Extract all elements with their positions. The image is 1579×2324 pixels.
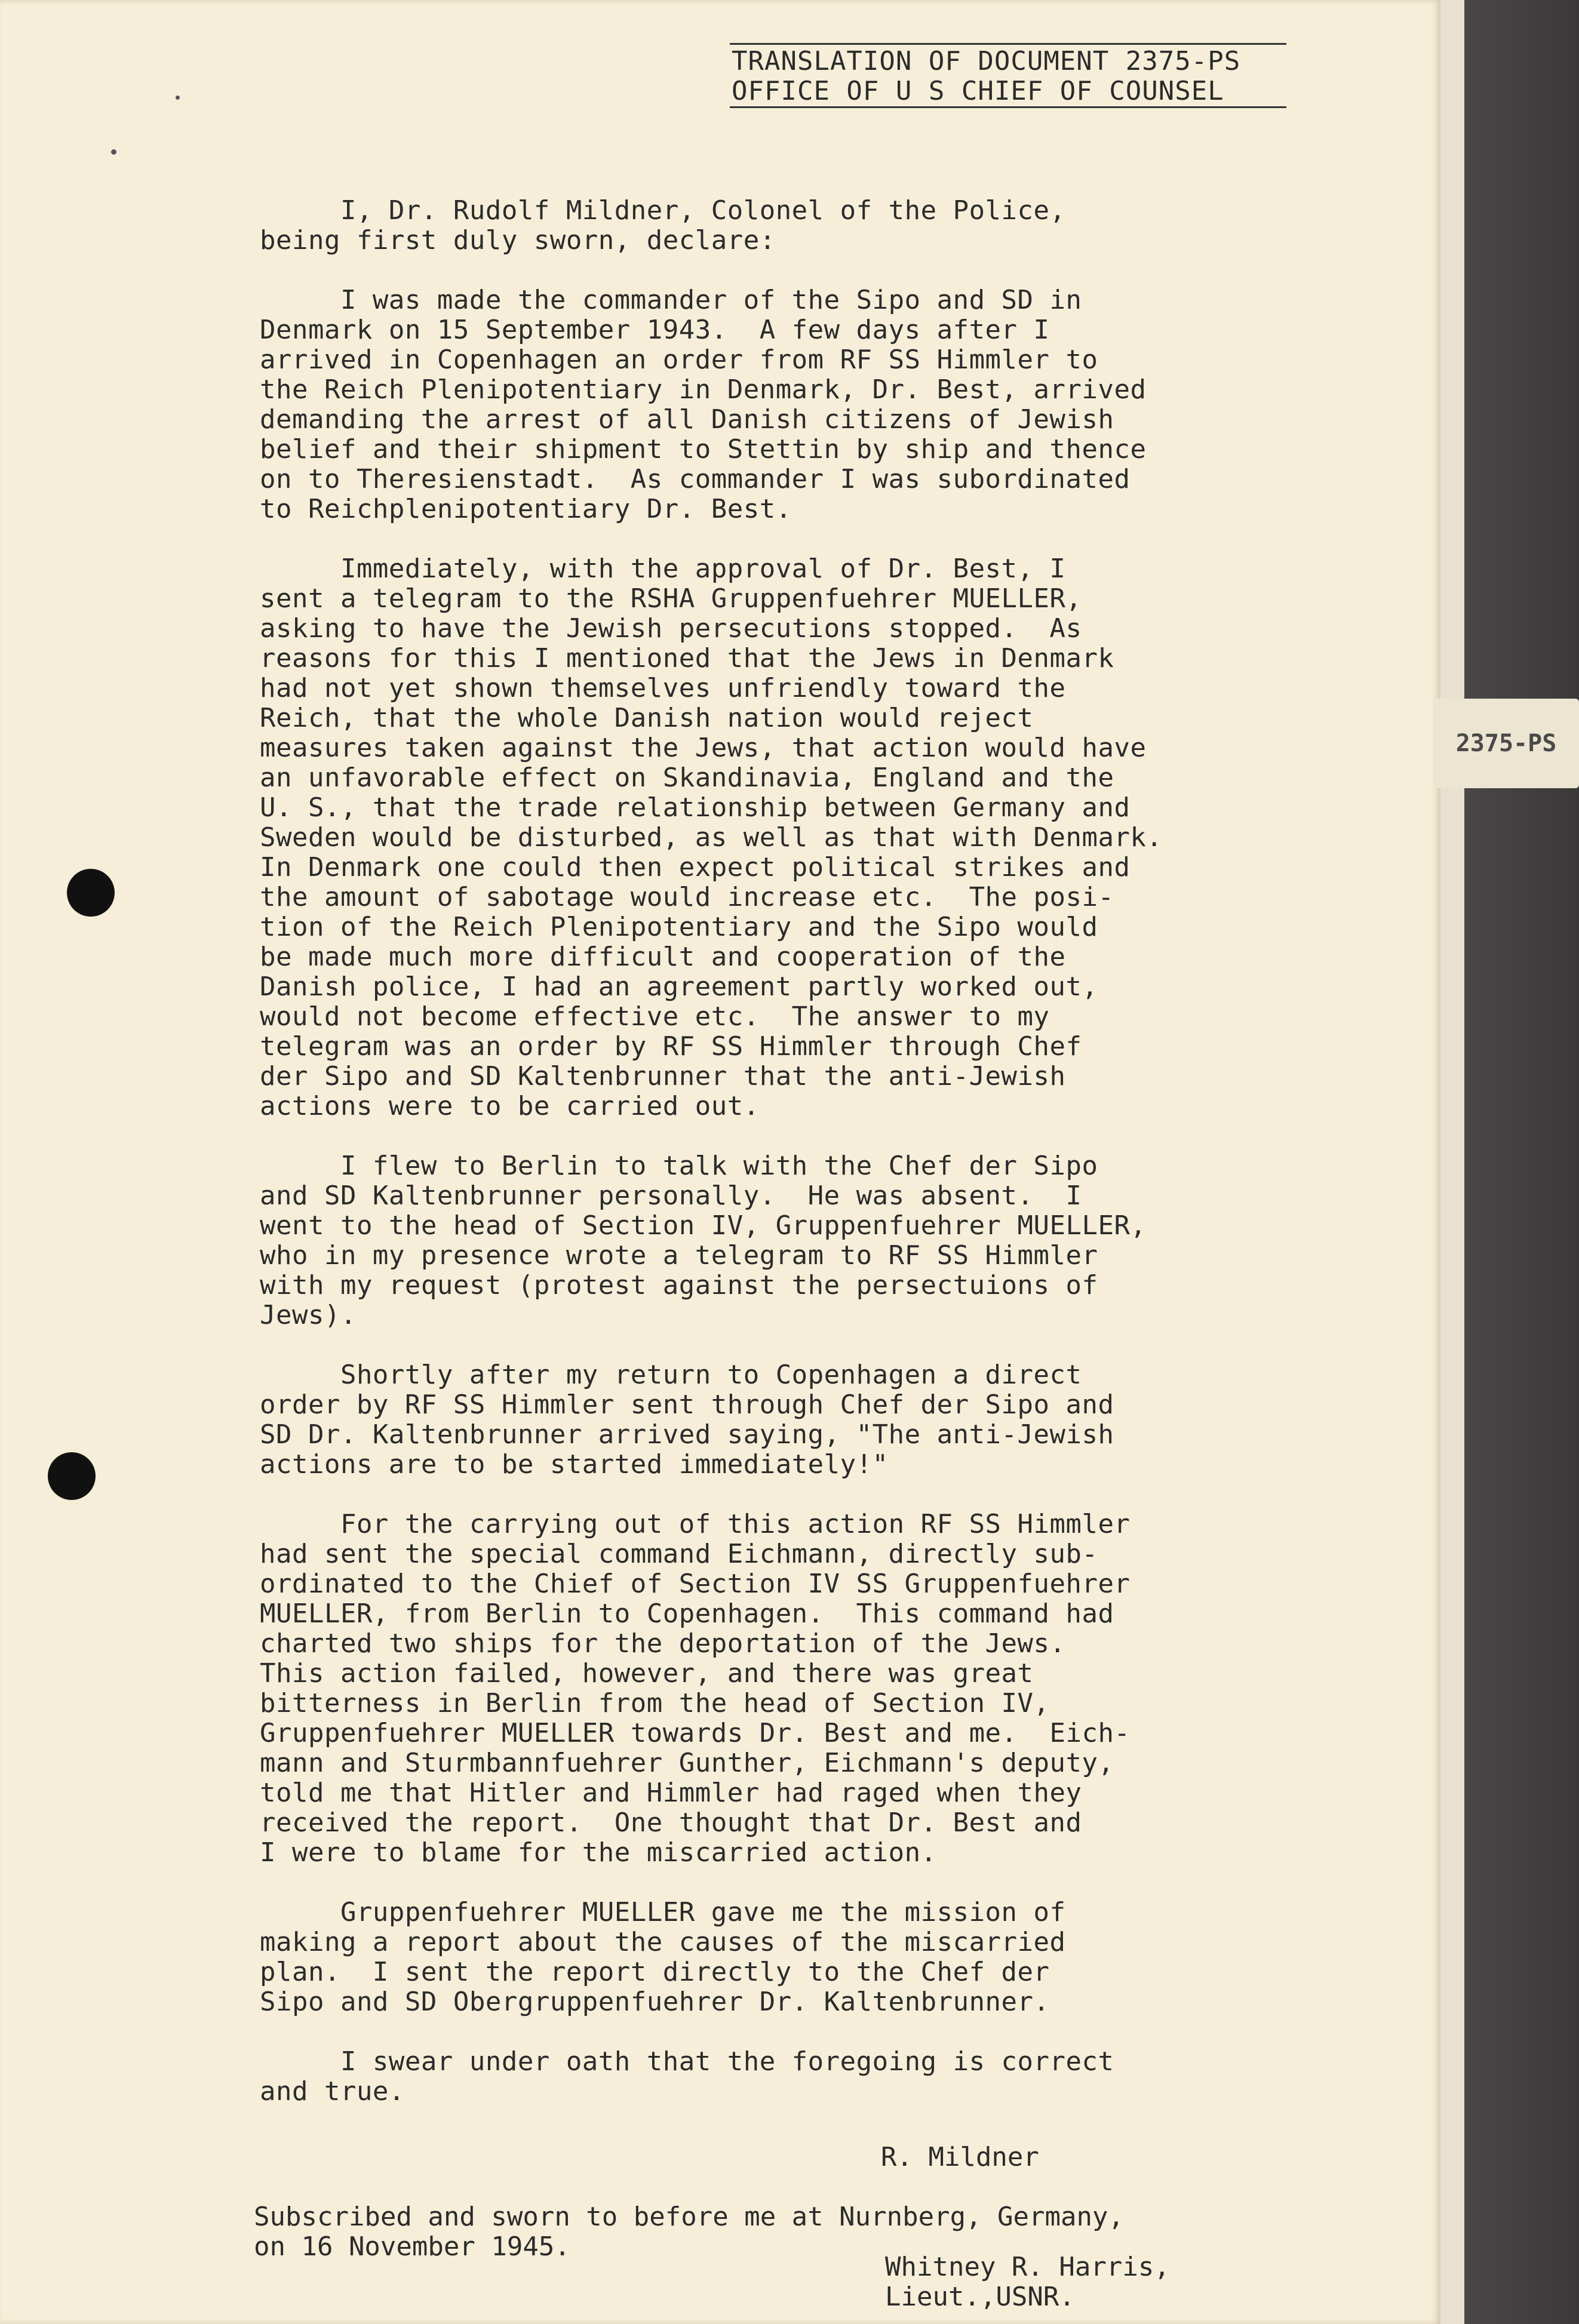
body-line: making a report about the causes of the miscarried [260, 1927, 1066, 1957]
body-line: Sweden would be disturbed, as well as that with Denmark. [260, 822, 1163, 853]
body-line: MUELLER, from Berlin to Copenhagen. This command had [260, 1598, 1114, 1629]
body-line: SD Dr. Kaltenbrunner arrived saying, "The anti-Jewish [260, 1419, 1114, 1450]
body-line: Denmark on 15 September 1943. A few days after I [260, 315, 1050, 345]
body-line: to Reichplenipotentiary Dr. Best. [260, 494, 792, 524]
body-line: belief and their shipment to Stettin by ship and thence [260, 434, 1147, 465]
body-line: received the report. One thought that Dr. Best and [260, 1807, 1082, 1838]
body-line: had not yet shown themselves unfriendly toward the [260, 673, 1066, 703]
body-line: U. S., that the trade relationship between Germany and [260, 792, 1131, 823]
header-rule-top [730, 43, 1286, 45]
body-line: asking to have the Jewish persecutions stopped. As [260, 613, 1082, 644]
body-line: I was made the commander of the Sipo and SD in [260, 285, 1082, 315]
header-translation-title: TRANSLATION OF DOCUMENT 2375-PS [732, 46, 1241, 76]
header-office-title: OFFICE OF U S CHIEF OF COUNSEL [732, 76, 1224, 106]
exhibit-tab: 2375-PS [1433, 699, 1579, 788]
body-line: with my request (protest against the persectuions of [260, 1270, 1098, 1301]
body-line: the amount of sabotage would increase etc. The posi- [260, 882, 1114, 912]
witness-name: Whitney R. Harris, [885, 2252, 1170, 2282]
witness-rank: Lieut.,USNR. [885, 2282, 1075, 2312]
signature: R. Mildner [881, 2142, 1039, 2172]
body-line: I flew to Berlin to talk with the Chef der Sipo [260, 1151, 1098, 1181]
body-line: Shortly after my return to Copenhagen a direct [260, 1360, 1082, 1390]
punch-hole-bottom [48, 1452, 96, 1500]
body-line: I, Dr. Rudolf Mildner, Colonel of the Police, [260, 195, 1066, 226]
body-line: on to Theresienstadt. As commander I was subordinated [260, 464, 1131, 494]
body-line: I were to blame for the miscarried action. [260, 1837, 937, 1868]
body-line: the Reich Plenipotentiary in Denmark, Dr. Best, arrived [260, 374, 1147, 405]
body-line: an unfavorable effect on Skandinavia, England and the [260, 763, 1114, 793]
body-line: ordinated to the Chief of Section IV SS Gruppenfuehrer [260, 1569, 1131, 1599]
body-line: who in my presence wrote a telegram to RF SS Himmler [260, 1240, 1098, 1271]
body-line: told me that Hitler and Himmler had raged when they [260, 1778, 1082, 1808]
body-line: plan. I sent the report directly to the Chef der [260, 1957, 1050, 1987]
body-line: bitterness in Berlin from the head of Section IV, [260, 1688, 1050, 1719]
speck [176, 96, 180, 100]
jurat-line-1: Subscribed and sworn to before me at Nurnberg, Germany, [254, 2202, 1124, 2232]
body-line: tion of the Reich Plenipotentiary and the Sipo would [260, 912, 1098, 942]
body-line: mann and Sturmbannfuehrer Gunther, Eichmann's deputy, [260, 1748, 1114, 1778]
body-line: went to the head of Section IV, Gruppenfuehrer MUELLER, [260, 1210, 1147, 1241]
body-line: be made much more difficult and cooperation of the [260, 942, 1066, 972]
body-line: would not become effective etc. The answer to my [260, 1001, 1050, 1032]
body-line: had sent the special command Eichmann, directly sub- [260, 1539, 1098, 1569]
header-rule-bottom [730, 106, 1286, 108]
body-line: and true. [260, 2076, 405, 2107]
body-line: This action failed, however, and there was great [260, 1658, 1034, 1689]
body-line: measures taken against the Jews, that action would have [260, 733, 1147, 763]
body-line: charted two ships for the deportation of the Jews. [260, 1628, 1066, 1659]
body-line: der Sipo and SD Kaltenbrunner that the anti-Jewish [260, 1061, 1066, 1092]
body-line: In Denmark one could then expect political strikes and [260, 852, 1131, 883]
body-line: being first duly sworn, declare: [260, 225, 776, 256]
body-line: and SD Kaltenbrunner personally. He was absent. I [260, 1181, 1082, 1211]
body-line: Jews). [260, 1300, 357, 1330]
body-line: Sipo and SD Obergruppenfuehrer Dr. Kaltenbrunner. [260, 1987, 1050, 2017]
body-line: Reich, that the whole Danish nation would reject [260, 703, 1034, 733]
speck [111, 149, 116, 155]
body-line: sent a telegram to the RSHA Gruppenfuehrer MUELLER, [260, 583, 1082, 614]
jurat-line-2: on 16 November 1945. [254, 2231, 570, 2262]
body-line: demanding the arrest of all Danish citizens of Jewish [260, 404, 1114, 435]
body-line: Gruppenfuehrer MUELLER towards Dr. Best and me. Eich- [260, 1718, 1131, 1748]
page-edge [1440, 0, 1579, 2324]
body-line: Immediately, with the approval of Dr. Best, I [260, 554, 1066, 584]
body-line: actions are to be started immediately!" [260, 1449, 889, 1480]
body-line: For the carrying out of this action RF SS Himmler [260, 1509, 1131, 1539]
body-line: arrived in Copenhagen an order from RF SS Himmler to [260, 345, 1098, 375]
body-line: reasons for this I mentioned that the Jews in Denmark [260, 643, 1114, 674]
punch-hole-top [67, 869, 115, 917]
body-line: Gruppenfuehrer MUELLER gave me the mission of [260, 1897, 1066, 1928]
body-line: I swear under oath that the foregoing is correct [260, 2046, 1114, 2077]
body-line: actions were to be carried out. [260, 1091, 760, 1121]
body-line: Danish police, I had an agreement partly worked out, [260, 972, 1098, 1002]
body-line: telegram was an order by RF SS Himmler through Chef [260, 1031, 1082, 1062]
body-line: order by RF SS Himmler sent through Chef der Sipo and [260, 1390, 1114, 1420]
